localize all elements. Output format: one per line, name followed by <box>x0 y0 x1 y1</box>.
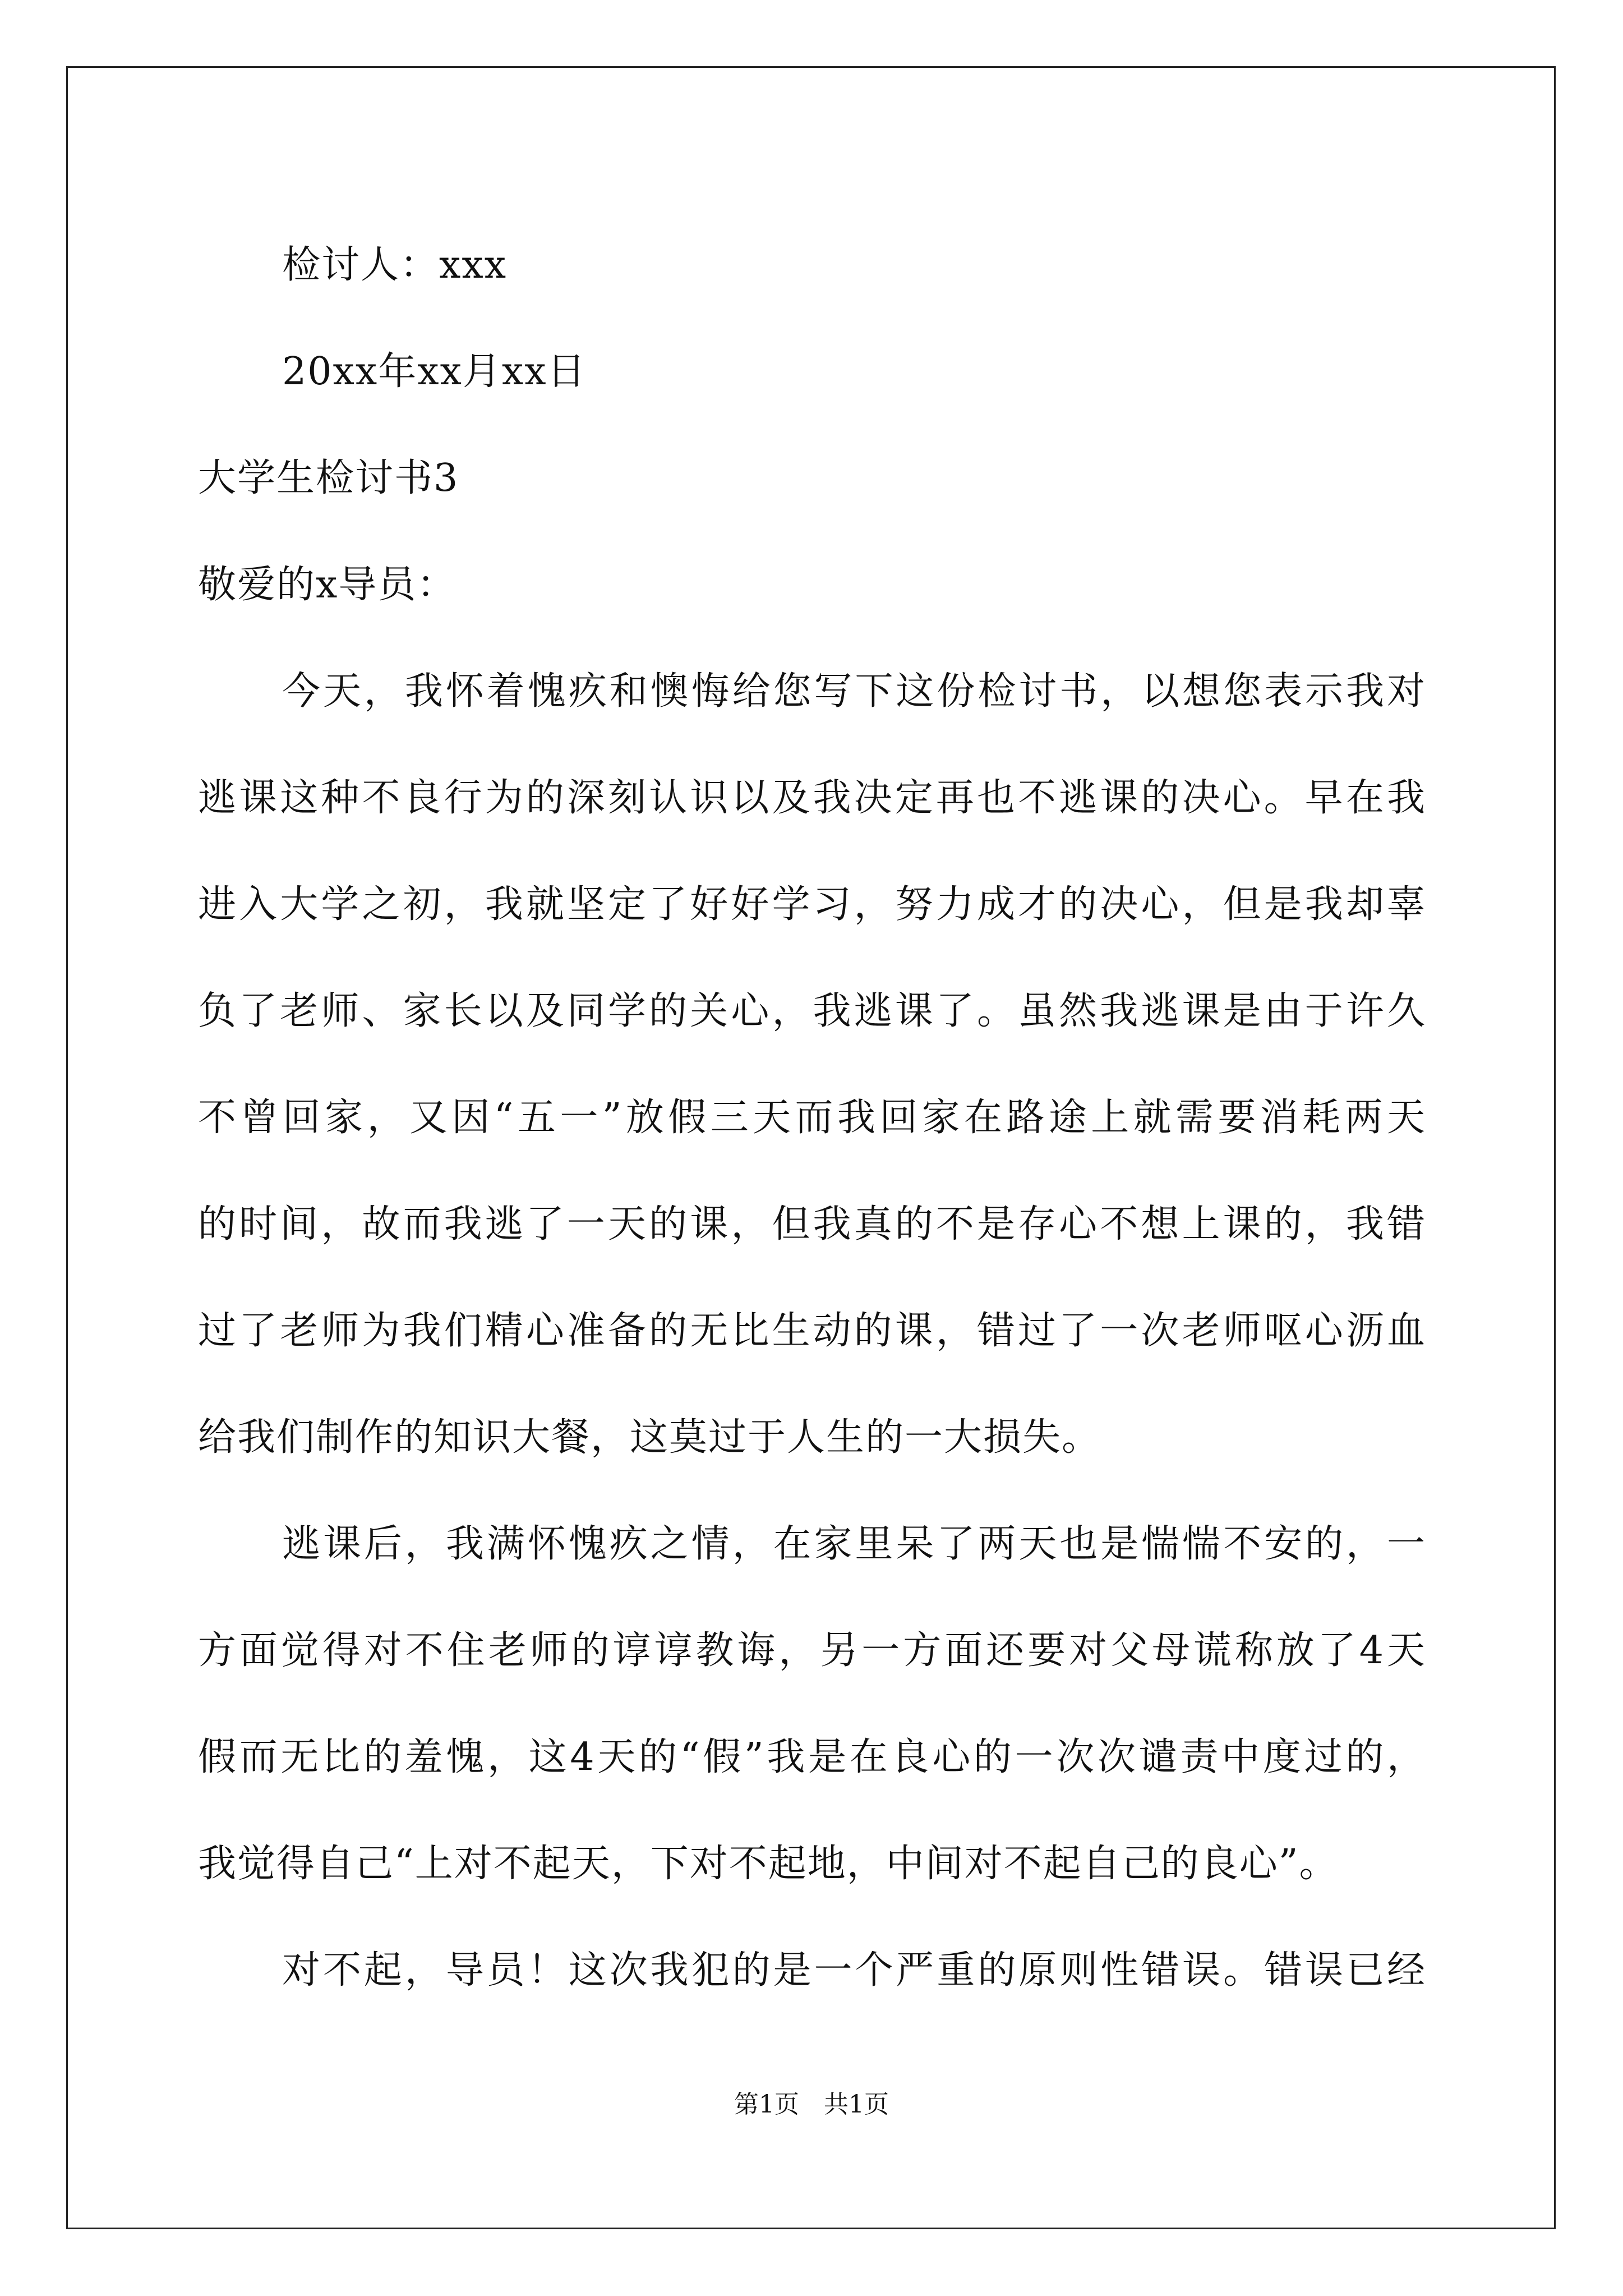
paragraph-line: 进入大学之初，我就坚定了好好学习，努力成才的决心，但是我却辜 <box>198 882 1426 927</box>
date-line: 20xx年xx月xx日 <box>282 349 587 394</box>
paragraph-line: 对不起，导员！这次我犯的是一个严重的原则性错误。错误已经 <box>282 1948 1426 1993</box>
document-title: 大学生检讨书3 <box>198 456 459 500</box>
document-body <box>198 212 1426 2024</box>
paragraph-line: 假而无比的羞愧，这4天的“假”我是在良心的一次次谴责中度过的， <box>198 1735 1426 1779</box>
paragraph-line: 过了老师为我们精心准备的无比生动的课，错过了一次老师呕心沥血 <box>198 1309 1426 1353</box>
paragraph-line: 今天，我怀着愧疚和懊悔给您写下这份检讨书，以想您表示我对 <box>282 669 1426 714</box>
paragraph-line: 不曾回家，又因“五一”放假三天而我回家在路途上就需要消耗两天 <box>198 1096 1426 1140</box>
salutation: 敬爱的x导员： <box>198 563 457 607</box>
paragraph-line: 逃课后，我满怀愧疚之情，在家里呆了两天也是惴惴不安的，一 <box>282 1522 1426 1566</box>
paragraph-line: 负了老师、家长以及同学的关心，我逃课了。虽然我逃课是由于许久 <box>198 989 1426 1033</box>
paragraph-line: 我觉得自己“上对不起天，下对不起地，中间对不起自己的良心”。 <box>198 1842 1339 1886</box>
paragraph-line: 给我们制作的知识大餐，这莫过于人生的一大损失。 <box>198 1415 1101 1460</box>
paragraph-line: 逃课这种不良行为的深刻认识以及我决定再也不逃课的决心。早在我 <box>198 776 1426 820</box>
paragraph-line: 的时间，故而我逃了一天的课，但我真的不是存心不想上课的，我错 <box>198 1202 1426 1246</box>
page-footer: 第1页 共1页 <box>734 2090 889 2119</box>
paragraph-line: 方面觉得对不住老师的谆谆教诲，另一方面还要对父母谎称放了4天 <box>198 1628 1426 1673</box>
signature-line: 检讨人：xxx <box>282 243 508 287</box>
